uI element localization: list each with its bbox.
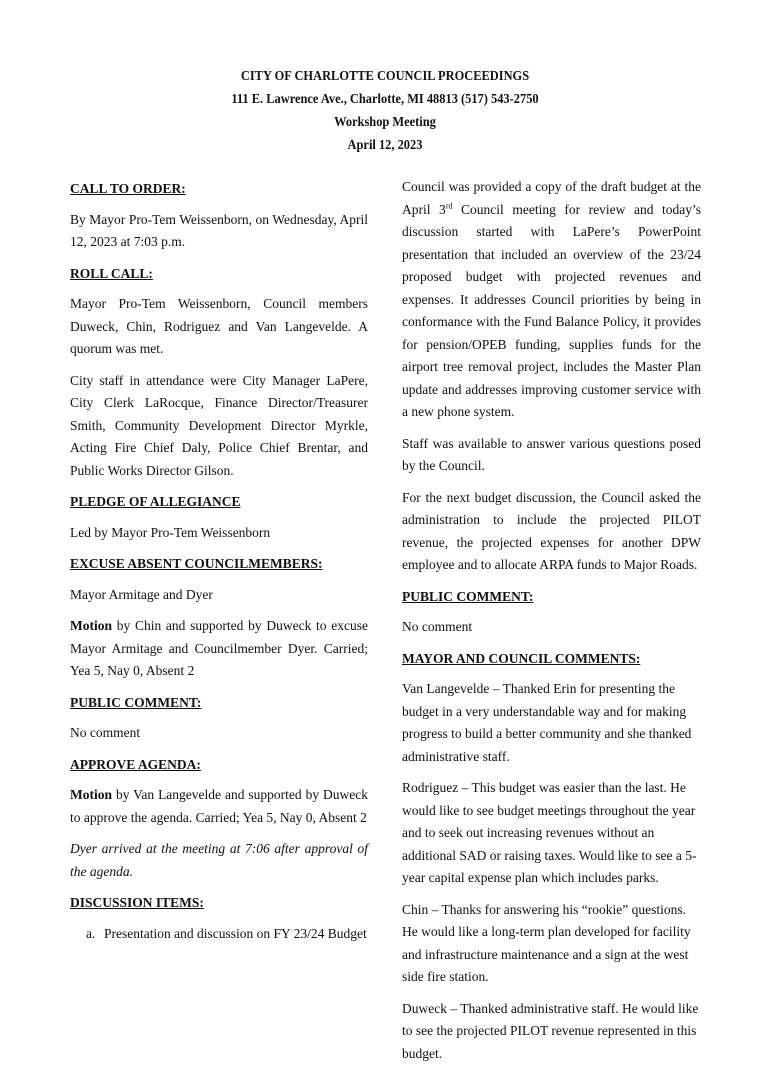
document-header [31, 64, 739, 156]
pledge-heading: PLEDGE OF ALLEGIANCE [70, 494, 241, 509]
discussion-item [70, 923, 368, 946]
staff-attendance-text: City staff in attendance were City Manager LaPere, City Clerk LaRocque, Finance Director/Treasurer Smith, Community Development Director Myrkle, Acting Fire Chief Daly, Police Chief Brentar, and Public Works Director Gilson. [70, 372, 368, 478]
budget-overview-text-b: Council meeting for review and today’s discussion started with LaPere’s PowerPoint presentation that included an overview of the 23/24 proposed budget with projected revenues and expenses. It addresses Council priorities by being in conformance with the Fund Balance Policy, it provides for pension/OPEB funding, supplies funds for the airport tree removal project, includes the Master Plan update and addresses improving customer service with a new phone system. [402, 201, 701, 419]
document-title: CITY OF CHARLOTTE COUNCIL PROCEEDINGS [240, 68, 530, 83]
comment-van-langevelde: Van Langevelde – Thanked Erin for presenting the budget in a very understandable way and for making progress to build a better community and she thanked administrative staff. [402, 681, 692, 764]
approve-motion-text: by Van Langevelde and supported by Duweck to approve the agenda. Carried; Yea 5, Nay 0, Absent 2 [70, 787, 368, 825]
comment-chin: Chin – Thanks for answering his “rookie” questions. He would like a long-term plan developed for facility and infrastructure maintenance and a sign at the west side fire station. [402, 901, 691, 984]
public-comment-heading-right: PUBLIC COMMENT: [402, 588, 534, 604]
left-column [70, 178, 368, 945]
approve-motion-paragraph [70, 784, 368, 829]
excuse-absent-text: Mayor Armitage and Dyer [70, 586, 213, 602]
comment-duweck: Duweck – Thanked administrative staff. He would like to see the projected PILOT revenue represented in this budget. [402, 1000, 699, 1061]
excuse-motion-paragraph [70, 615, 368, 683]
city-address: 111 E. Lawrence Ave., Charlotte, MI 48813 (517) 543-2750 [231, 91, 539, 106]
roll-call-heading: ROLL CALL: [70, 265, 153, 281]
meeting-type: Workshop Meeting [334, 114, 436, 129]
ordinal-suffix: rd [445, 201, 453, 210]
roll-call-text: Mayor Pro-Tem Weissenborn, Council members Duweck, Chin, Rodriguez and Van Langevelde. A quorum was met. [70, 296, 368, 356]
excuse-absent-heading: EXCUSE ABSENT COUNCILMEMBERS: [70, 556, 323, 571]
mayor-council-comments-heading: MAYOR AND COUNCIL COMMENTS: [402, 650, 641, 666]
motion-label-approve: Motion [70, 787, 112, 802]
staff-available-text: Staff was available to answer various questions posed by the Council. [402, 435, 701, 473]
public-comment-text-right: No comment [402, 619, 473, 634]
right-column [402, 176, 701, 1074]
public-comment-text-left: No comment [70, 725, 141, 740]
comment-rodriguez: Rodriguez – This budget was easier than the last. He would like to see budget meetings throughout the year and to seek out increasing revenues without an additional SAD or raising taxes. Would like to see a 5-year capital expense plan which includes parks. [402, 780, 697, 885]
motion-label: Motion [70, 618, 112, 633]
next-discussion-text: For the next budget discussion, the Council asked the administration to include the projected PILOT revenue, the projected expenses for another DPW employee and to allocate ARPA funds to Major Roads. [402, 489, 701, 572]
discussion-items-heading: DISCUSSION ITEMS: [70, 895, 204, 910]
public-comment-heading-left: PUBLIC COMMENT: [70, 694, 202, 710]
dyer-arrival-note: Dyer arrived at the meeting at 7:06 after approval of the agenda. [70, 841, 368, 879]
budget-overview-text-a: Council was provided a copy of the draft budget at the April 3 [402, 179, 701, 217]
budget-overview-paragraph [402, 176, 701, 424]
meeting-date: April 12, 2023 [347, 137, 423, 152]
discussion-item-text: Presentation and discussion on FY 23/24 Budget [104, 925, 367, 941]
discussion-item-marker: a. [86, 925, 96, 941]
call-to-order-heading: CALL TO ORDER: [70, 181, 186, 196]
call-to-order-text: By Mayor Pro-Tem Weissenborn, on Wednesday, April 12, 2023 at 7:03 p.m. [70, 211, 368, 249]
excuse-motion-text: by Chin and supported by Duweck to excuse Mayor Armitage and Councilmember Dyer. Carried; Yea 5, Nay 0, Absent 2 [70, 618, 368, 678]
approve-agenda-heading: APPROVE AGENDA: [70, 756, 201, 772]
pledge-text: Led by Mayor Pro-Tem Weissenborn [70, 524, 271, 540]
